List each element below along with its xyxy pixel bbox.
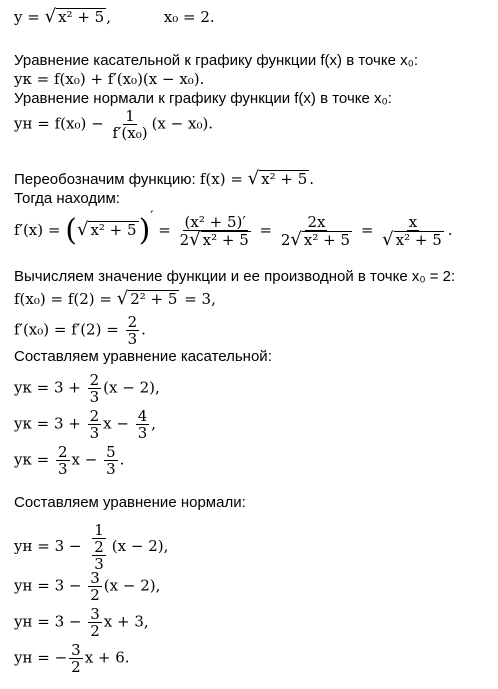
tangent-step-2-a: yк = 3 +: [14, 414, 86, 433]
normal-step-1-den-den: 3: [94, 555, 104, 573]
derivative-sqrt: √ x² + 5: [76, 219, 137, 240]
derivative-radicand: x² + 5: [90, 221, 137, 239]
fp-at-x0: [14, 314, 146, 347]
normal-step-1-a: yн = 3 −: [14, 537, 87, 555]
left-paren: (: [65, 213, 77, 248]
derivative-frac1: (x² + 5)′ 2 √ x² + 5: [179, 213, 249, 250]
f-at-x0-radicand: 2² + 5: [130, 290, 178, 308]
frac3-den-radicand: x² + 5: [395, 231, 442, 249]
right-paren: ): [138, 213, 151, 248]
given-y: y =: [14, 8, 45, 26]
tangent-step-2-frac: [88, 408, 102, 441]
given-radicand: x² + 5: [58, 8, 105, 26]
tangent-step-1-den: 3: [89, 388, 100, 406]
frac1-den-radicand: x² + 5: [202, 231, 249, 249]
tangent-intro: Уравнение касательной к графику функции f(x) в точке x₀:: [14, 52, 419, 69]
frac1-num: (x² + 5)′: [184, 213, 246, 231]
rename-line: [14, 170, 314, 189]
tangent-step-1-num: 2: [89, 371, 100, 389]
tangent-step-3-a: yк =: [14, 450, 54, 469]
normal-step-3-den: 2: [90, 622, 100, 640]
tangent-step-3-frac2: [104, 444, 118, 477]
normal-step-3-a: yн = 3 −: [14, 612, 87, 631]
derivative-frac2: 2x 2 √ x² + 5: [280, 213, 351, 250]
derivative-lhs: f′(x) =: [14, 221, 66, 239]
fp-at-x0-lhs: f′(x₀) = f′(2) =: [14, 320, 124, 339]
given-x0: x₀ = 2.: [163, 8, 215, 26]
normal-step-2-num: 3: [90, 569, 100, 587]
tangent-step-1: [14, 372, 160, 405]
normal-step-2: [14, 570, 160, 603]
normal-step-4-a: yн = −: [14, 648, 68, 667]
tangent-step-2-b: x −: [103, 414, 134, 433]
fp-at-x0-num: 2: [127, 313, 138, 331]
normal-step-2-b: (x − 2),: [103, 576, 161, 595]
rename-sqrt: √ x² + 5: [247, 168, 308, 189]
normal-step-2-den: 2: [90, 586, 100, 604]
tangent-step-2-num: 2: [89, 407, 100, 425]
normal-formula-frac: [110, 108, 149, 141]
tangent-step-1-a: yк = 3 +: [14, 378, 86, 397]
tangent-step-3-den2: 3: [106, 460, 116, 478]
f-at-x0: [14, 290, 216, 308]
tangent-step-2: [14, 408, 156, 441]
normal-step-1-den-num: 2: [94, 538, 104, 556]
normal-step-1-frac: [88, 522, 110, 572]
frac2-den-radicand: x² + 5: [303, 231, 351, 249]
fp-at-x0-frac: [126, 314, 140, 347]
rename-end: .: [309, 170, 315, 188]
tangent-step-2-frac2: [136, 408, 150, 441]
normal-formula: [14, 108, 213, 141]
f-at-x0-sqrt: √ 2² + 5: [116, 288, 178, 309]
frac2-den-coef: 2: [280, 231, 291, 249]
tangent-step-1-b: (x − 2),: [103, 378, 160, 397]
given-end: ,: [106, 8, 111, 26]
tangent-step-2-c: ,: [151, 414, 157, 433]
tangent-step-2-den: 3: [89, 424, 100, 442]
rename-f: f(x) =: [199, 170, 248, 188]
fp-at-x0-den: 3: [127, 330, 138, 348]
tangent-step-3-num2: 5: [106, 443, 116, 461]
normal-step-1-inner-frac: [92, 539, 106, 572]
tangent-step-2-den2: 3: [137, 424, 148, 442]
normal-step-2-a: yн = 3 −: [14, 576, 87, 595]
tangent-step-3-frac: [56, 444, 70, 477]
tangent-step-3-num: 2: [57, 443, 68, 461]
rename-radicand: x² + 5: [261, 170, 308, 188]
normal-step-4-num: 3: [71, 641, 81, 659]
rename-text: Переобозначим функцию:: [14, 171, 200, 188]
normal-step-3-b: x + 3,: [103, 612, 149, 631]
f-at-x0-rhs: = 3,: [179, 290, 216, 308]
tangent-step-3: [14, 444, 124, 477]
normal-formula-lhs: yн = f(x₀) −: [14, 114, 109, 133]
normal-formula-den: f′(x₀): [112, 124, 148, 142]
normal-step-2-frac: [88, 570, 102, 603]
derivative-frac3: x √ x² + 5: [382, 213, 442, 250]
tangent-formula: yк = f(x₀) + f′(x₀)(x − x₀).: [14, 70, 205, 88]
then-find: Тогда находим:: [14, 190, 120, 207]
normal-step-1-num: 1: [94, 521, 104, 539]
normal-step-4: [14, 642, 130, 675]
derivative-line: f′(x) = ( √ x² + 5 )′ = (x² + 5)′ 2 √ x² + 5 = 2x 2 √ x² + 5 = x √ x² + 5 .: [14, 209, 453, 250]
f-at-x0-lhs: f(x₀) = f(2) =: [14, 290, 117, 308]
compute-intro: Вычисляем значение функции и ее производной в точке x₀ = 2:: [14, 268, 456, 285]
normal-step-4-b: x + 6.: [84, 648, 130, 667]
normal-formula-rhs: (x − x₀).: [151, 114, 214, 133]
frac1-den-coef: 2: [179, 231, 190, 249]
frac2-num: 2x: [307, 213, 326, 231]
frac3-num: x: [408, 213, 418, 231]
normal-compose: Составляем уравнение нормали:: [14, 494, 246, 511]
tangent-step-2-num2: 4: [137, 407, 148, 425]
tangent-step-3-den: 3: [57, 460, 68, 478]
tangent-step-3-b: x −: [71, 450, 103, 469]
tangent-step-3-c: .: [119, 450, 125, 469]
normal-formula-num: 1: [125, 107, 135, 125]
normal-step-3-num: 3: [90, 605, 100, 623]
normal-step-3: [14, 606, 149, 639]
normal-step-4-den: 2: [71, 658, 81, 676]
normal-step-3-frac: [88, 606, 102, 639]
fp-at-x0-end: .: [141, 320, 146, 339]
normal-step-1: [14, 522, 168, 572]
normal-step-1-b: (x − 2),: [111, 537, 169, 555]
normal-intro: Уравнение нормали к графику функции f(x) в точке x₀:: [14, 90, 392, 107]
tangent-step-1-frac: [88, 372, 102, 405]
given-sqrt: √ x² + 5: [44, 6, 105, 27]
given-function: [14, 8, 215, 26]
tangent-compose: Составляем уравнение касательной:: [14, 348, 272, 365]
normal-step-4-frac: [69, 642, 83, 675]
